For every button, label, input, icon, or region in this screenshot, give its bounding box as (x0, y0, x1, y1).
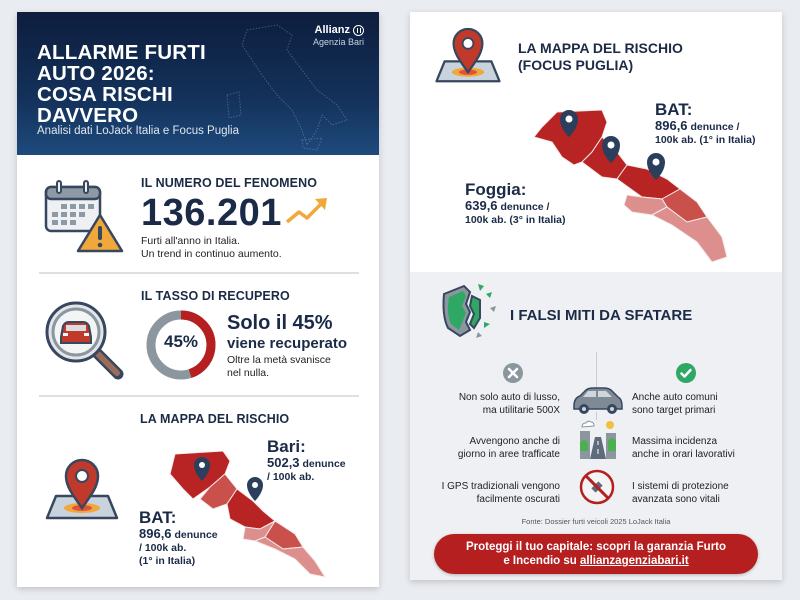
hero-banner (17, 12, 379, 155)
car-icon (570, 386, 624, 416)
donut-percentage: 45% (163, 332, 199, 351)
truth-text: Anche auto comuni sono target primari (632, 392, 718, 416)
myth-text: I GPS tradizionali vengono facilmente oscurati (441, 481, 560, 505)
section-title-recovery: IL TASSO DI RECUPERO (141, 289, 290, 303)
website-link[interactable]: allianzagenziabari.it (580, 555, 689, 567)
cta-line2: e Incendio su (503, 555, 581, 567)
myth-text: Non solo auto di lusso, ma utilitarie 500X (458, 392, 560, 416)
allianz-logo-icon (353, 25, 364, 36)
recovery-headline: Solo il 45% (227, 312, 333, 334)
section-title-phenomenon: IL NUMERO DEL FENOMENO (141, 176, 318, 190)
cta-line1: Proteggi il tuo capitale: scopri la garanzia Furto (465, 541, 727, 553)
broken-shield-icon (440, 282, 500, 340)
source-citation: Fonte: Dossier furti veicoli 2025 LoJack Italia (521, 517, 671, 526)
myth-row (410, 435, 782, 471)
map-pin-icon (42, 456, 122, 524)
foggia-stat: Foggia: 639,6 denunce / 100k ab. (3° in Italia) (465, 180, 566, 226)
section-title-risk-map: LA MAPPA DEL RISCHIO (140, 412, 290, 426)
brand-agency: Agenzia Bari (312, 37, 364, 47)
city-street-icon (576, 417, 620, 459)
hero-subtitle: Analisi dati LoJack Italia e Focus Puglia (37, 125, 239, 137)
myth-text: Avvengono anche di giorno in aree trafficate (457, 436, 560, 460)
truth-text: Massima incidenza anche in orari lavorativi (632, 436, 735, 460)
section-title-myths: I FALSI MITI DA SFATARE (510, 307, 693, 324)
column-divider (596, 352, 597, 388)
recovery-desc: Oltre la metà svanisce nel nulla. (227, 354, 331, 379)
bat-stat-right: BAT: 896,6 denunce / 100k ab. (1° in Italia) (655, 100, 756, 146)
truth-text: I sistemi di protezione avanzata sono vitali (632, 481, 729, 505)
myth-row (410, 480, 782, 516)
magnifier-car-icon (43, 299, 125, 381)
focus-puglia-section (410, 12, 782, 272)
no-gps-icon (578, 468, 616, 506)
right-infographic-card (410, 12, 782, 580)
brand-name: Allianz (314, 24, 350, 36)
page-title: ALLARME FURTI AUTO 2026: COSA RISCHI DAVVERO (37, 41, 206, 127)
bat-stat: BAT: 896,6 denunce / 100k ab. (1° in Italia) (139, 508, 218, 567)
divider (39, 395, 359, 397)
bari-stat: Bari: 502,3 denunce / 100k ab. (267, 437, 346, 483)
trend-up-icon (285, 196, 329, 226)
left-infographic-card (17, 12, 379, 587)
phenomenon-desc: Furti all'anno in Italia. Un trend in continuo aumento. (141, 235, 282, 260)
false-x-icon (503, 363, 523, 383)
section-title-focus-puglia: LA MAPPA DEL RISCHIO (FOCUS PUGLIA) (518, 40, 683, 73)
true-check-icon (676, 363, 696, 383)
map-pin-icon (432, 24, 504, 88)
recovery-subheadline: viene recuperato (227, 335, 348, 352)
brand-logo (313, 24, 364, 47)
myths-section (410, 272, 782, 580)
theft-count: 136.201 (141, 192, 282, 234)
warning-icon (75, 212, 125, 254)
cta-banner[interactable] (434, 534, 758, 574)
divider (39, 272, 359, 274)
